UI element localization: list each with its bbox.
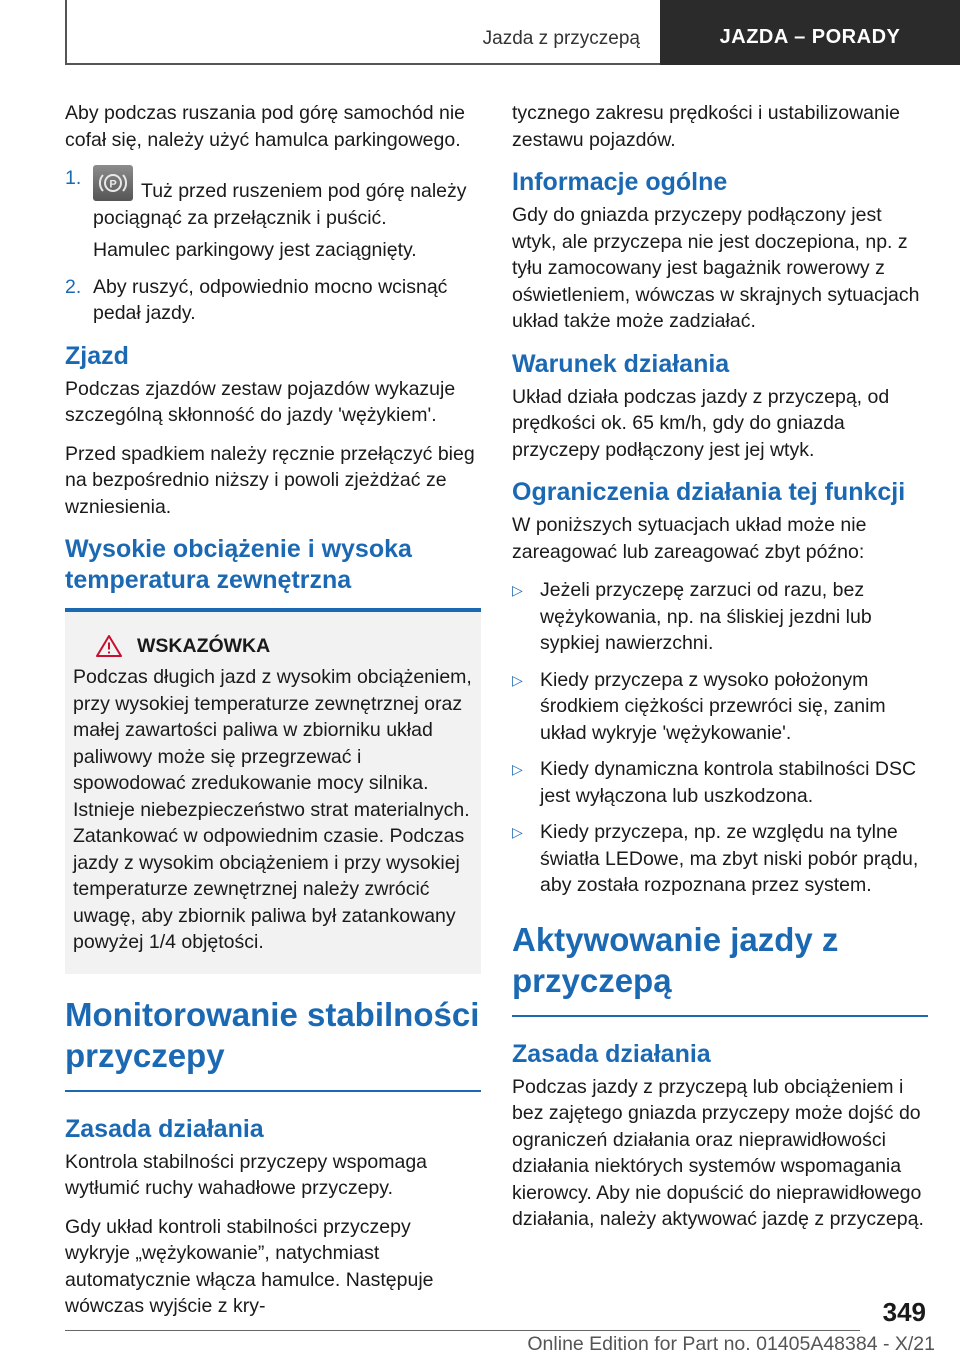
warning-title (73, 634, 473, 658)
heading-zjazd: Zjazd (65, 341, 129, 370)
right-column (512, 100, 928, 1245)
step-number: 2. (65, 275, 82, 298)
list-item (512, 577, 928, 657)
page-number: 349 (882, 1297, 926, 1327)
list-item-text: Kiedy przyczepa, np. ze względu na tylne światła LEDowe, ma zbyt niski pobór prądu, aby została rozpoznana przez system. (540, 821, 919, 896)
footer-rule (65, 1330, 860, 1331)
warning-text: Podczas długich jazd z wysokim obciążeniem, przy wysokiej temperaturze zewnętrznej oraz małej zawartości paliwa w zbiorniku układ paliwowy może się przegrzewać i spowodować zredukowanie mocy silnika. Istnieje niebezpieczeństwo strat materialnych. Zatankować w odpowiednim czasie. Podczas jazdy z wysokim obciążeniem i przy wysokiej temperaturze zewnętrznej należy zwrócić uwagę, aby zbiornik paliwa był zatankowany powyżej 1/4 objętości. (73, 666, 472, 953)
step-item (65, 274, 481, 327)
header-rule-vertical (65, 0, 67, 64)
header-rule-horizontal (65, 63, 660, 65)
warning-triangle-icon (95, 634, 123, 658)
limitations-paragraph: W poniższych sytuacjach układ może nie zareagować lub zareagować zbyt późno: (512, 514, 867, 563)
heading-high-load: Wysokie obciążenie i wysoka temperatura zewnętrzna (65, 535, 412, 594)
warning-box (65, 612, 481, 974)
heading-principle: Zasada działania (65, 1114, 264, 1143)
heading-principle: Zasada działania (512, 1039, 711, 1068)
list-item-text: Jeżeli przyczepę zarzuci od razu, bez wężykowania, np. na śliskiej jezdni lub sypkiej nawierzchni. (540, 579, 872, 654)
list-item (512, 756, 928, 809)
principle-paragraph-2: Gdy układ kontroli stabilności przyczepy wykryje „wężykowanie”, natychmiast automatycznie włącza hamulce. Następuje wówczas wyjście z kry- (65, 1215, 434, 1317)
steps-list (65, 165, 481, 327)
intro-paragraph: Aby podczas ruszania pod górę samochód nie cofał się, należy użyć hamulca parkingowego. (65, 102, 465, 151)
step-result: Hamulec parkingowy jest zaciągnięty. (93, 239, 417, 261)
left-column (65, 100, 481, 1332)
principle-paragraph-1: Kontrola stabilności przyczepy wspomaga wytłumić ruchy wahadłowe przyczepy. (65, 1150, 428, 1199)
zjazd-paragraph-2: Przed spadkiem należy ręcznie przełączyć bieg na bezpośrednio niższy i powoli zjeżdżać ze wzniesienia. (65, 442, 475, 518)
header-section-title: Jazda z przyczepą (482, 28, 640, 49)
heading-general-info: Informacje ogólne (512, 168, 728, 196)
heading-activate-trailer: Aktywowanie jazdy z przyczepą (512, 920, 839, 999)
list-item (512, 667, 928, 747)
parking-brake-icon (93, 165, 133, 201)
svg-text:P: P (109, 178, 117, 191)
principle-paragraph: Podczas jazdy z przyczepą lub obciążeniem i bez zajętego gniazda przyczepy może dojść do ograniczeń działania oraz nieprawidłowości działania niektórych systemów wspomagania kierowcy. Aby nie dopuścić do nieprawidłowego działania, należy aktywować jazdę z przyczepą. (512, 1075, 924, 1230)
triangle-bullet-icon: ▷ (512, 582, 523, 598)
chapter-rule (512, 1015, 928, 1017)
step-item (65, 165, 481, 264)
condition-paragraph: Układ działa podczas jazdy z przyczepą, od prędkości ok. 65 km/h, gdy do gniazda przyczepy podłączony jest jej wtyk. (512, 385, 890, 461)
step-text: Tuż przed ruszeniem pod górę należy pociągnąć za przełącznik i puścić. (93, 180, 467, 229)
heading-operating-condition: Warunek działania (512, 349, 730, 378)
continued-paragraph: tycznego zakresu prędkości i ustabilizowanie zestawu pojazdów. (512, 102, 901, 151)
triangle-bullet-icon: ▷ (512, 761, 523, 777)
zjazd-paragraph-1: Podczas zjazdów zestaw pojazdów wykazuje szczególną skłonność do jazdy 'wężykiem'. (65, 377, 456, 426)
triangle-bullet-icon: ▷ (512, 671, 523, 688)
limitations-list (512, 577, 928, 899)
step-text: Aby ruszyć, odpowiednio mocno wcisnąć pedał jazdy. (93, 275, 448, 324)
footer-edition (65, 1333, 935, 1356)
list-item-text: Kiedy przyczepa z wysoko położonym środkiem ciężkości przewróci się, zanim układ wykryje 'wężykowanie'. (540, 668, 886, 744)
heading-limitations: Ograniczenia działania tej funkcji (512, 478, 906, 506)
list-item-text: Kiedy dynamiczna kontrola stabilności DSC jest wyłączona lub uszkodzona. (540, 758, 917, 807)
general-paragraph: Gdy do gniazda przyczepy podłączony jest wtyk, ale przyczepa nie jest doczepiona, np. z tyłu zamocowany jest bagażnik rowerowy z oświetleniem, wówczas w skrajnych sytuacjach układ także może zadziałać. (512, 204, 920, 332)
header-chapter-tab: JAZDA – PORADY (660, 0, 960, 65)
step-number: 1. (65, 167, 82, 189)
list-item (512, 819, 928, 899)
footer-edition-text: Online Edition for Part no. 01405A48384 - X/21 (527, 1333, 935, 1355)
triangle-bullet-icon: ▷ (512, 824, 523, 840)
heading-trailer-stability: Monitorowanie stabilności przyczepy (65, 995, 480, 1074)
warning-label: WSKAZÓWKA (137, 634, 271, 657)
chapter-rule (65, 1090, 481, 1092)
